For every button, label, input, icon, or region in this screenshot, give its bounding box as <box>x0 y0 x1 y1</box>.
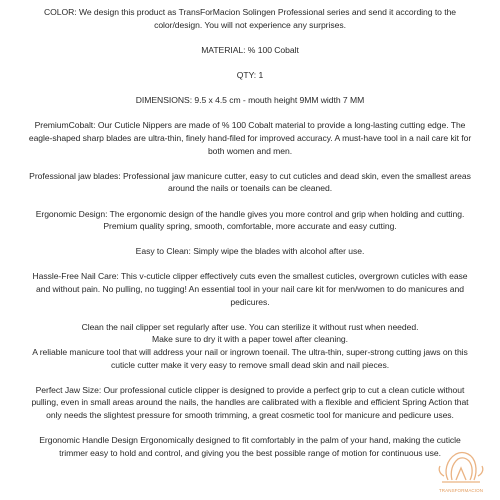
paragraph-reliable-tool: A reliable manicure tool that will address your nail or ingrown toenail. The ultra-thin, super-strong cutting jaws on this cuticle cutter make it very easy to remove small dead skin and nail pieces. <box>32 347 468 370</box>
paragraph-professional-jaw-blades: Professional jaw blades: Professional jaw manicure cutter, easy to cut cuticles and dead skin, even the smallest areas around the nails or toenails can be cleaned. <box>29 170 471 194</box>
brand-logo <box>430 446 492 496</box>
paragraph-qty: QTY: 1 <box>236 69 264 80</box>
paragraph-ergonomic-design: Ergonomic Design: The ergonomic design of the handle gives you more control and grip when holding and cutting. Premium quality spring, smooth, comfortable, more accurate and easy cutting. <box>35 208 465 232</box>
paragraph-dry-towel: Make sure to dry it with a paper towel after cleaning. <box>151 334 348 345</box>
paragraph-easy-to-clean: Easy to Clean: Simply wipe the blades with alcohol after use. <box>135 246 365 257</box>
brand-logo-icon <box>430 446 492 488</box>
paragraph-hassle-free: Hassle-Free Nail Care: This v-cuticle clipper effectively cuts even the smallest cuticles, overgrown cuticles with ease and without pain. No pulling, no tugging! An essential tool in your nail care kit for men/women to do manicures and pedicures. <box>32 271 468 307</box>
paragraph-color: COLOR: We design this product as TransForMacion Solingen Professional series and send it according to the color/design. You will not experience any surprises. <box>43 7 457 30</box>
paragraph-material: MATERIAL: % 100 Cobalt <box>201 44 299 55</box>
paragraph-premium-cobalt: PremiumCobalt: Our Cuticle Nippers are made of % 100 Cobalt material to provide a long-lasting cutting edge. The eagle-shaped sharp blades are ultra-thin, finely hand-filed for improved accuracy. A must-have tool in a nail care kit for both women and men. <box>28 120 472 156</box>
paragraph-perfect-jaw-size: Perfect Jaw Size: Our professional cuticle clipper is designed to provide a perfect grip to cut a clean cuticle without pulling, even in small areas around the nails, the handles are calibrated with a flexible and efficient Spring Action that only needs the slightest pressure for smooth trimming, a great cosmetic tool for manicure and pedicure uses. <box>31 384 469 420</box>
paragraph-clean-regularly: Clean the nail clipper set regularly after use. You can sterilize it without rust when needed. <box>81 321 419 332</box>
paragraph-ergonomic-handle: Ergonomic Handle Design Ergonomically designed to fit comfortably in the palm of your hand, making the cuticle trimmer easy to hold and control, and giving you the best possible range of motion for continuous use. <box>39 435 461 458</box>
brand-logo-text: TRANSFORMACION <box>438 488 484 493</box>
paragraph-dimensions: DIMENSIONS: 9.5 x 4.5 cm - mouth height 9MM width 7 MM <box>135 95 365 106</box>
